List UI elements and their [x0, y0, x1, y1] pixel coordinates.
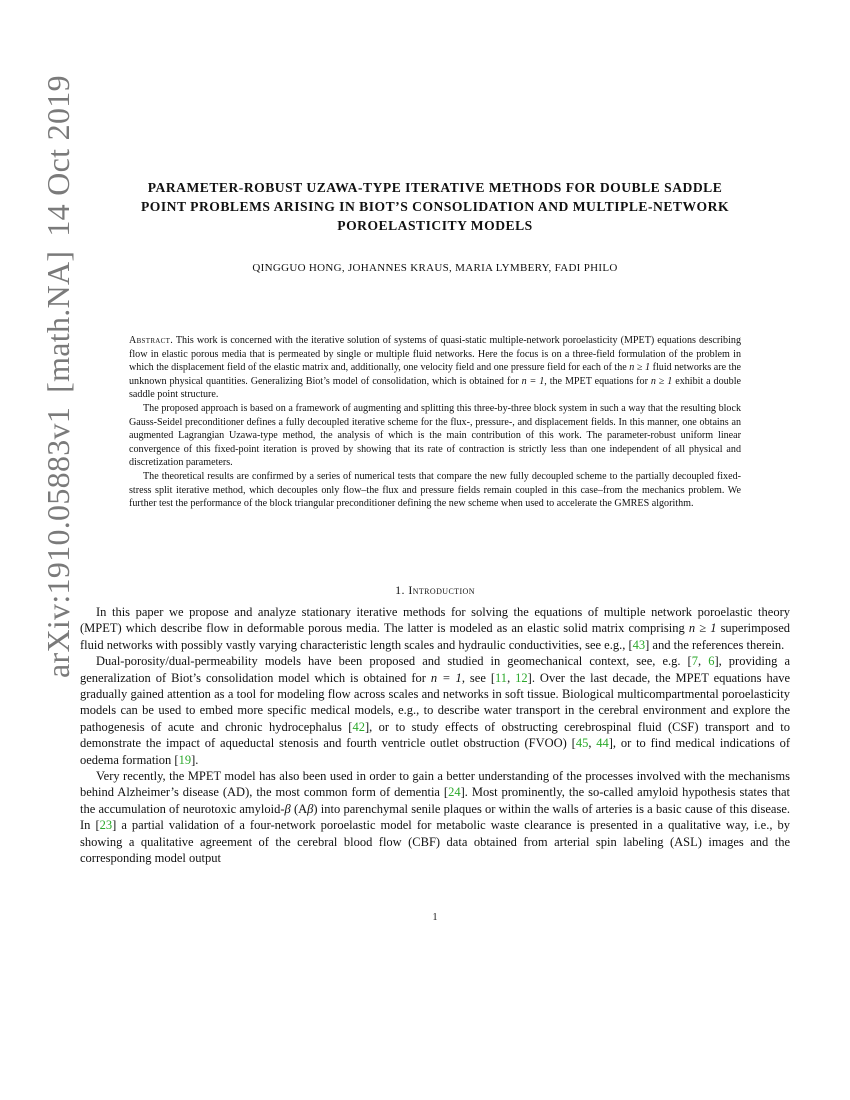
- citation-link[interactable]: 45: [575, 736, 589, 751]
- abstract-label: Abstract.: [129, 335, 174, 346]
- citation-link[interactable]: 23: [99, 818, 113, 833]
- citation-link[interactable]: 6: [708, 654, 715, 669]
- body-paragraph-2: Dual-porosity/dual-permeability models have been proposed and studied in geomechanical context, see, e.g. [7, 6], providing a generalization of Biot’s consolidation model which is obtained for n = 1, see [11, 12]. Over the last decade, the MPET equations have gradually gained attention as a tool for modeling flow across scales and networks in soft tissue. Biological multicompartmental poroelasticity models can be used to embed more specific medical models, e.g., to describe water transport in the cerebral environment and explore the pathogenesis of acute and chronic hydrocephalus [42], or to study effects of obstructing cerebrospinal fluid (CSF) transport and to demonstrate the impact of aqueductal stenosis and fourth ventricle outlet obstruction (FVOO) [45, 44], or to find medical indications of oedema formation [19].: [80, 654, 791, 767]
- citation-link[interactable]: 19: [178, 752, 192, 767]
- body-paragraph-1: In this paper we propose and analyze stationary iterative methods for solving the equations of multiple network poroelastic theory (MPET) which describe flow in deformable porous media. The latter is modeled as an elastic solid matrix comprising n ≥ 1 superimposed fluid networks with possibly vastly varying characteristic length scales and hydraulic conductivities, see e.g., [43] and the references therein.: [80, 605, 791, 652]
- abstract-paragraph-3: The theoretical results are confirmed by a series of numerical tests that compare the new fully decoupled scheme to the partially decoupled fixed-stress split iterative method, which decouples only flow–the flux and pressure fields remain coupled in this case–from the mechanics problem. We further test the performance of the block triangular preconditioner defining the new scheme when used to accelerate the GMRES algorithm.: [129, 470, 741, 510]
- arxiv-category: [math.NA]: [40, 250, 76, 393]
- author-list: QINGGUO HONG, JOHANNES KRAUS, MARIA LYMBERY, FADI PHILO: [252, 262, 618, 274]
- arxiv-id[interactable]: arXiv:1910.05883v1: [40, 406, 76, 678]
- citation-link[interactable]: 12: [515, 670, 528, 685]
- title-line-3: POROELASTICITY MODELS: [337, 218, 533, 233]
- arxiv-side-label: [40, 61, 77, 678]
- abstract-paragraph-1: Abstract. This work is concerned with the iterative solution of systems of quasi-static multiple-network poroelasticity (MPET) equations describing flow in elastic porous media that is permeated by single or multiple fluid networks. Here the focus is on a three-field formulation of the problem in which the displacement field of the elastic matrix and, additionally, one velocity field and one pressure field for each of the n ≥ 1 fluid networks are the unknown physical quantities. Generalizing Biot’s model of consolidation, which is obtained for n = 1, the MPET equations for n ≥ 1 exhibit a double saddle point structure.: [129, 335, 742, 401]
- citation-link[interactable]: 7: [691, 654, 698, 669]
- section-title: Introduction: [408, 583, 475, 597]
- body-text: [80, 604, 790, 867]
- abstract-paragraph-2: The proposed approach is based on a framework of augmenting and splitting this three-by-three block system in such a way that the resulting block Gauss-Seidel preconditioner defines a fully decoupled iterative scheme for the flux-, pressure-, and displacement fields. In this manner, one obtains an augmented Lagrangian Uzawa-type method, the analysis of which is the main contribution of this work. The parameter-robust uniform linear convergence of this fixed-point iteration is proved by showing that its rate of contraction is strictly less than one independent of all physical and discretization parameters.: [129, 402, 741, 469]
- abstract: [129, 334, 741, 511]
- body-paragraph-3: Very recently, the MPET model has also been used in order to gain a better understanding of the processes involved with the mechanisms behind Alzheimer’s disease (AD), the most common form of dementia [24]. Most prominently, the so-called amyloid hypothesis states that the accumulation of neurotoxic amyloid-β (Aβ) into parenchymal senile plaques or within the walls of arteries is a basic cause of this disease. In [23] a partial validation of a four-network poroelastic model for metabolic waste clearance is presented in a qualitative way, i.e., by showing a qualitative agreement of the cerebral blood flow (CBF) data obtained from arterial spin labeling (ASL) images and the corresponding model output: [80, 769, 791, 866]
- page-number: 1: [432, 912, 438, 923]
- title-line-1: PARAMETER-ROBUST UZAWA-TYPE ITERATIVE METHODS FOR DOUBLE SADDLE: [147, 180, 723, 195]
- citation-link[interactable]: 43: [632, 637, 646, 652]
- section-heading: [80, 583, 790, 598]
- citation-link[interactable]: 42: [352, 719, 365, 734]
- citation-link[interactable]: 11: [495, 670, 508, 685]
- paper-title: [80, 178, 790, 235]
- section-number: 1.: [395, 583, 405, 597]
- title-line-2: POINT PROBLEMS ARISING IN BIOT’S CONSOLIDATION AND MULTIPLE-NETWORK: [140, 199, 730, 214]
- citation-link[interactable]: 24: [448, 785, 461, 800]
- citation-link[interactable]: 44: [596, 736, 609, 751]
- arxiv-date: 14 Oct 2019: [40, 75, 76, 237]
